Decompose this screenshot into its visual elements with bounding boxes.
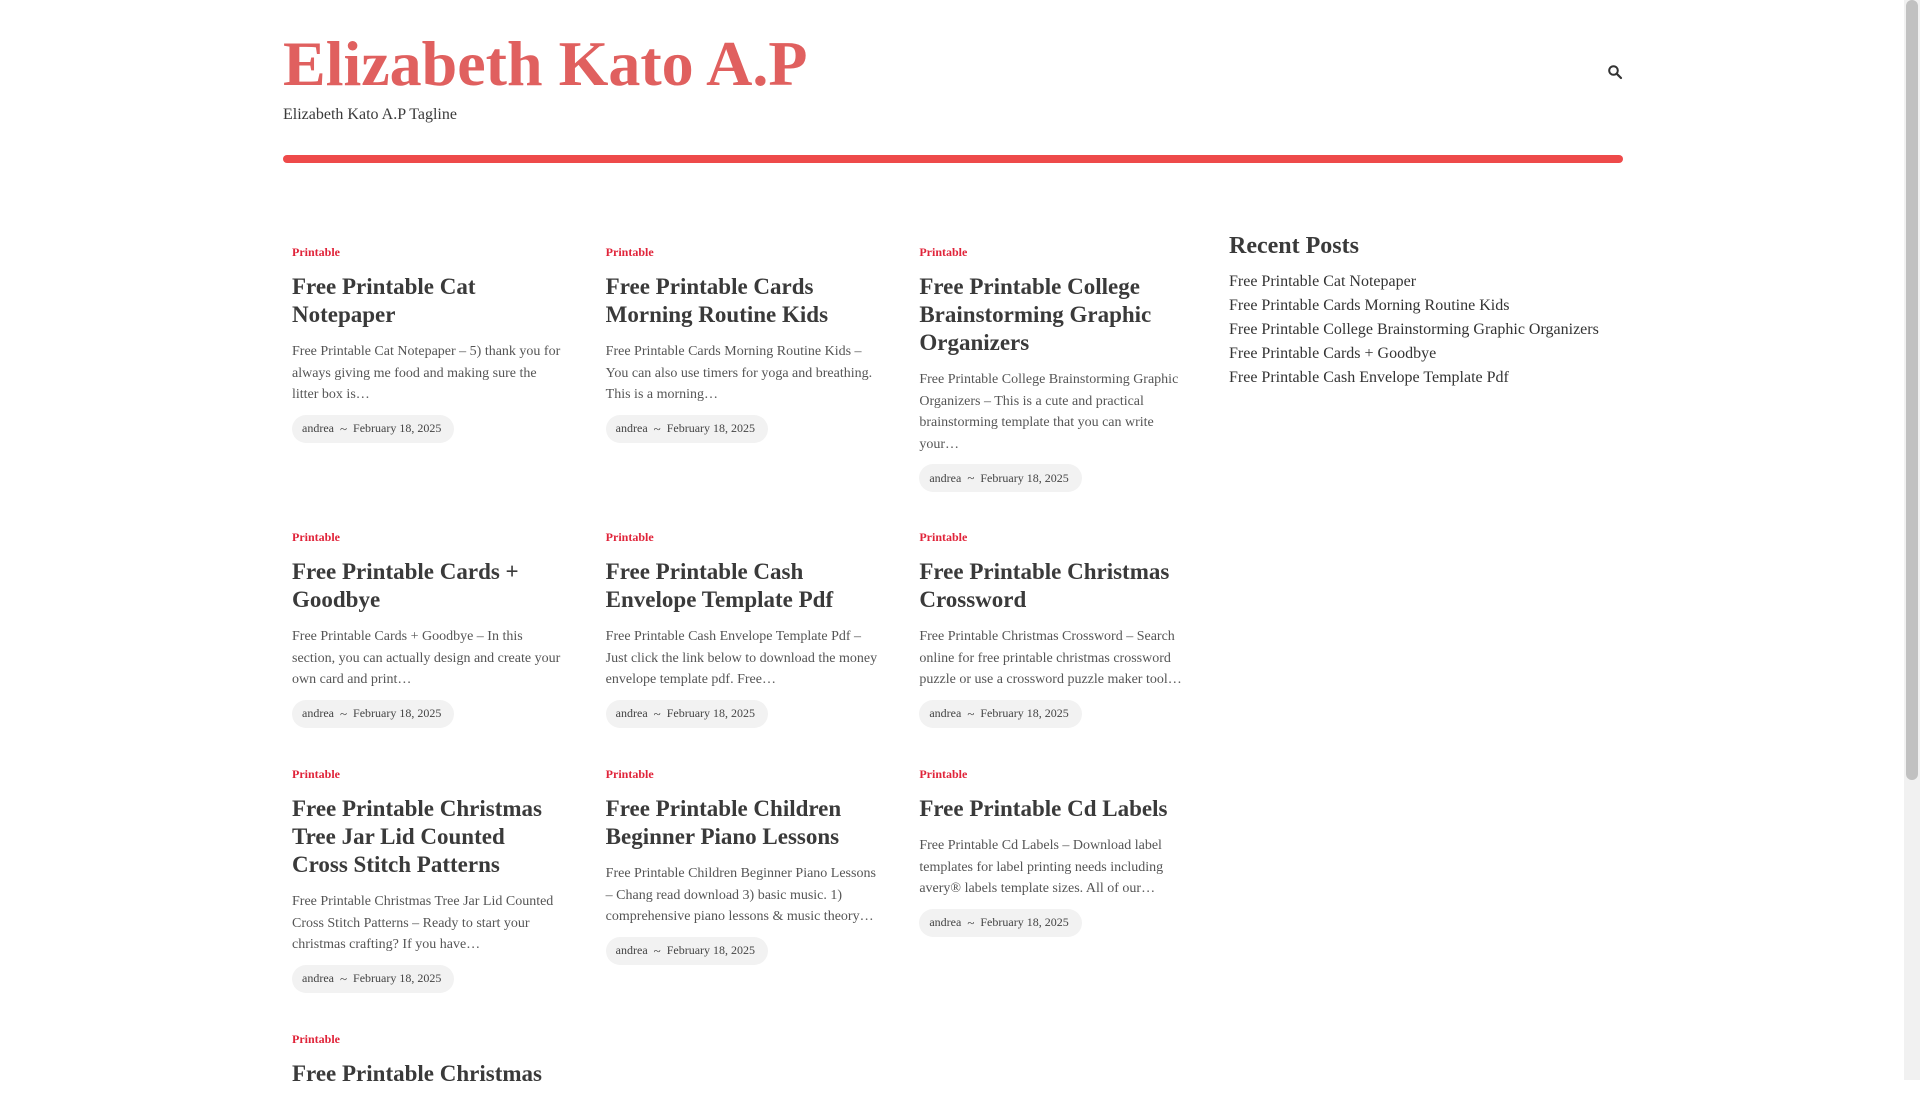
post-author[interactable]: andrea (302, 706, 334, 720)
post-excerpt: Free Printable Christmas Tree Jar Lid Counted Cross Stitch Patterns – Ready to start your christmas crafting? If you have… (292, 894, 554, 952)
recent-posts-heading: Recent Posts (1229, 233, 1359, 259)
post-title[interactable]: Free Printable Cards + Goodbye (292, 559, 519, 612)
post-card (292, 752, 565, 1017)
post-meta (606, 415, 768, 443)
post-author[interactable]: andrea (929, 706, 962, 720)
post-category[interactable]: Printable (919, 245, 968, 259)
post-meta (919, 700, 1081, 728)
post-card (606, 230, 879, 515)
post-meta (606, 937, 768, 965)
posts-grid (292, 230, 1192, 1100)
post-card (919, 230, 1192, 515)
separator-icon: ~ (967, 914, 975, 930)
post-category[interactable]: Printable (292, 1032, 340, 1046)
post-title[interactable]: Free Printable Cd Labels (919, 796, 1168, 821)
post-category[interactable]: Printable (605, 245, 654, 259)
post-author[interactable]: andrea (615, 943, 648, 957)
post-excerpt: Free Printable Children Beginner Piano Lessons – Chang read download 3) basic music. 1) comprehensive piano lessons & music theory… (605, 866, 876, 924)
post-card (606, 752, 879, 1017)
post-meta (292, 415, 454, 443)
post-row (292, 1017, 1192, 1100)
post-title[interactable]: Free Printable Cards Morning Routine Kids (605, 274, 829, 327)
post-excerpt: Free Printable Christmas Crossword – Search online for free printable christmas crossword puzzle or use a crossword puzzle maker tool… (919, 629, 1182, 687)
post-category[interactable]: Printable (292, 767, 340, 781)
post-title[interactable]: Free Printable Cash Envelope Template Pdf (605, 559, 834, 612)
sidebar (1229, 228, 1629, 390)
post-date[interactable]: February 18, 2025 (980, 915, 1069, 929)
post-title[interactable]: Free Printable Children Beginner Piano Lessons (605, 796, 842, 849)
search-icon[interactable] (1607, 64, 1623, 80)
post-excerpt: Free Printable Cash Envelope Template Pdf – Just click the link below to download the money envelope template pdf. Free… (605, 629, 878, 687)
post-author[interactable]: andrea (615, 421, 648, 435)
separator-icon: ~ (967, 470, 975, 485)
post-title[interactable]: Free Printable Christmas (292, 1061, 542, 1086)
recent-post-link[interactable]: Free Printable Cash Envelope Template Pdf (1229, 369, 1509, 386)
post-title[interactable]: Free Printable Christmas Crossword (919, 559, 1170, 612)
post-category[interactable]: Printable (919, 530, 968, 544)
post-title[interactable]: Free Printable Cat Notepaper (292, 274, 476, 327)
post-meta (292, 965, 454, 993)
post-date[interactable]: February 18, 2025 (666, 421, 756, 435)
header-divider (283, 155, 1623, 163)
separator-icon: ~ (339, 970, 348, 986)
post-row (292, 752, 1192, 1017)
post-meta (919, 909, 1081, 937)
post-card (606, 515, 879, 752)
post-date[interactable]: February 18, 2025 (980, 706, 1069, 720)
post-category[interactable]: Printable (605, 767, 654, 781)
site-header (283, 0, 1623, 170)
post-category[interactable]: Printable (605, 530, 654, 544)
separator-icon: ~ (339, 420, 348, 436)
post-date[interactable]: February 18, 2025 (666, 706, 756, 720)
post-card (919, 515, 1192, 752)
post-row (292, 230, 1192, 515)
post-title[interactable]: Free Printable Christmas Tree Jar Lid Counted Cross Stitch Patterns (292, 796, 542, 877)
post-card (919, 752, 1192, 1017)
post-excerpt: Free Printable Cat Notepaper – 5) thank you for always giving me food and making sure the litter box is… (292, 344, 561, 402)
post-card (292, 230, 565, 515)
separator-icon: ~ (653, 420, 661, 436)
post-excerpt: Free Printable Cards + Goodbye – In this section, you can actually design and create your own card and print… (292, 629, 561, 687)
post-date[interactable]: February 18, 2025 (353, 706, 442, 720)
separator-icon: ~ (967, 705, 975, 721)
post-meta (606, 700, 768, 728)
scrollbar-thumb[interactable] (1906, 0, 1918, 780)
post-excerpt: Free Printable Cd Labels – Download label templates for label printing needs including avery® labels template sizes. All of our… (919, 838, 1164, 896)
post-excerpt: Free Printable College Brainstorming Graphic Organizers – This is a cute and practical brainstorming template that you can write your… (919, 372, 1179, 452)
separator-icon: ~ (653, 942, 661, 958)
post-date[interactable]: February 18, 2025 (353, 971, 442, 985)
post-date[interactable]: February 18, 2025 (666, 943, 756, 957)
separator-icon: ~ (653, 705, 661, 721)
post-category[interactable]: Printable (919, 767, 968, 781)
site-tagline: Elizabeth Kato A.P Tagline (283, 106, 457, 123)
post-date[interactable]: February 18, 2025 (980, 470, 1069, 485)
post-author[interactable]: andrea (929, 470, 962, 485)
post-title[interactable]: Free Printable College Brainstorming Graphic Organizers (919, 274, 1152, 355)
separator-icon: ~ (339, 705, 348, 721)
recent-post-link[interactable]: Free Printable Cards + Goodbye (1229, 345, 1437, 362)
post-author[interactable]: andrea (929, 915, 962, 929)
recent-post-link[interactable]: Free Printable Cards Morning Routine Kids (1229, 297, 1510, 314)
post-card (292, 1017, 567, 1100)
post-category[interactable]: Printable (292, 530, 340, 544)
site-title[interactable]: Elizabeth Kato A.P (283, 28, 808, 99)
post-author[interactable]: andrea (302, 971, 334, 985)
post-row (292, 515, 1192, 752)
recent-post-link[interactable]: Free Printable College Brainstorming Graphic Organizers (1229, 321, 1599, 338)
post-meta (292, 700, 454, 728)
post-excerpt: Free Printable Cards Morning Routine Kids – You can also use timers for yoga and breathing. This is a morning… (605, 344, 873, 402)
post-date[interactable]: February 18, 2025 (353, 421, 442, 435)
post-author[interactable]: andrea (302, 421, 334, 435)
recent-post-link[interactable]: Free Printable Cat Notepaper (1229, 273, 1417, 290)
scrollbar-track[interactable] (1904, 0, 1920, 1080)
post-category[interactable]: Printable (292, 245, 340, 259)
post-card (292, 515, 565, 752)
post-meta (919, 464, 1081, 492)
post-author[interactable]: andrea (615, 706, 648, 720)
recent-posts-list (1229, 270, 1629, 390)
